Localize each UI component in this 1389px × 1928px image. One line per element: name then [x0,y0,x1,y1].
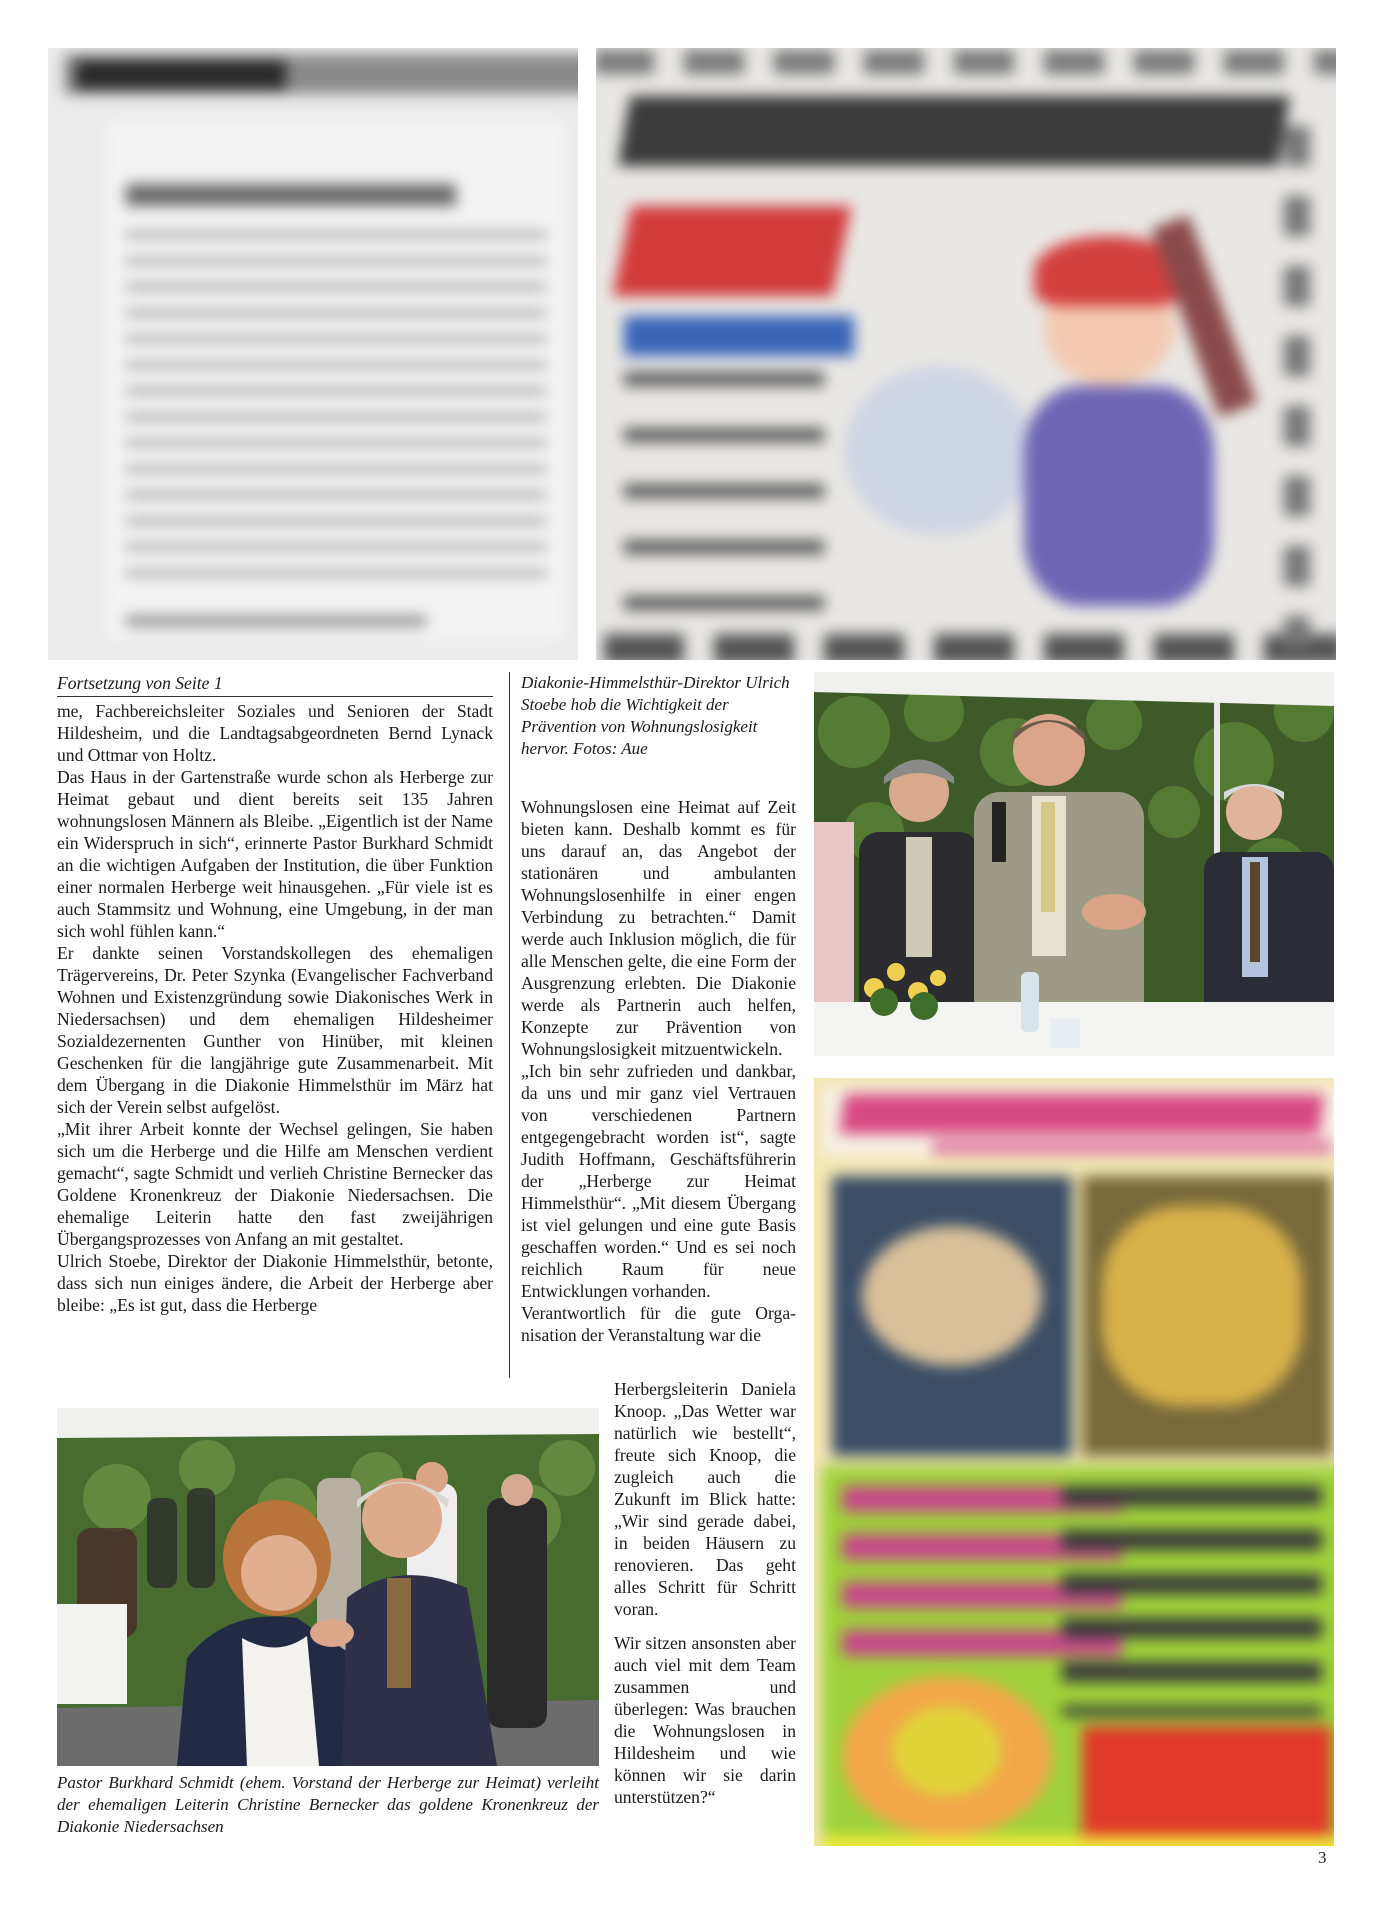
photo-award-image [57,1408,599,1766]
photo-award [57,1408,599,1766]
paragraph: Er dankte seinen Vorstandskollegen des ehemaligen Trägervereins, Dr. Peter Szynka (Evangelischer Fachverband Wohnen und Existenzgründung sowie Diakonisches Werk in Niedersachsen) und dem ehemaligen Hildesheimer Sozialdezernenten Gunther von Hinüber, mit kleinen Geschenken für die langjährige gute Zusammenarbeit. Mit dem Übergang in die Diakonie Himmelsthür im März hat sich der Verein selbst aufgelöst. [57,943,493,1117]
paragraph: Das Haus in der Gartenstraße wurde schon als Herberge zur Heimat gebaut und dient bereits seit 135 Jahren wohnungslosen Männern als Bleibe. „Eigentlich ist der Name ein Widerspruch in sich“, erinnerte Pastor Burkhard Schmidt an die wichtigen Aufgaben der Institution, die über Funktion einer normalen Herberge weit hinausgehen. „Für viele ist es auch Stammsitz und Wohnung, eine Umgebung, in der man sich wohl fühlen kann.“ [57,767,493,941]
photo-speaker-image [814,672,1334,1056]
paragraph: Verantwortlich für die gute Organisation der Veranstaltung war die [521,1303,796,1345]
photo-speaker [814,672,1334,1056]
header-rule [57,696,493,697]
paragraph: „Ich bin sehr zufrieden und dankbar, da uns und mir ganz viel Vertrauen von verschiedenen Partnern entgegengebracht worden ist“, sagte Judith Hoffmann, Geschäftsführerin der „Herberge zur Heimat Himmelsthür“. „Mit diesem Übergang ist viel gelungen und eine gute Basis geschaffen worden.“ Und es sei noch reichlich Raum für neue Entwicklungen vorhanden. [521,1061,796,1301]
article-column-1 [57,700,493,1316]
paragraph: me, Fachbereichsleiter Soziales und Senioren der Stadt Hildesheim, und die Landtagsabgeordneten Bernd Lynack und Ottmar von Holtz. [57,701,493,765]
ad-top-right [596,48,1336,660]
ad-top-right-title [596,48,597,49]
continuation-note: Fortsetzung von Seite 1 [57,673,223,693]
page-number: 3 [1318,1848,1327,1867]
photo-award-caption: Pastor Burkhard Schmidt (ehem. Vorstand der Herberge zur Heimat) verleiht der ehemaligen Leiterin Christine Bernecker das goldene Kronenkreuz der Diakonie Niedersachsen [57,1773,599,1836]
ad-top-left [48,48,578,660]
article-column-3 [614,1378,796,1808]
paragraph: Ulrich Stoebe, Direktor der Diakonie Himmelsthür, betonte, dass sich nun einiges ändere, die Arbeit der Herberge aber bleibe: „Es ist gut, dass die Herberge [57,1251,493,1315]
paragraph: „Mit ihrer Arbeit konnte der Wechsel gelingen, Sie haben sich um die Herberge und die Hilfe am Menschen verdient gemacht“, sagte Schmidt und verlieh Christine Bernecker das Goldene Kronenkreuz der Diakonie Niedersachsen. Die ehemalige Leiterin hatte den fast zweijährigen Übergangsprozesses von Anfang an mit gestaltet. [57,1119,493,1249]
paragraph: Wir sitzen ansonsten aber auch viel mit dem Team zusammen und überlegen: Was brauchen die Wohnungslosen in Hildesheim und wie können wir sie darin unterstützen?“ [614,1633,796,1807]
photo-top-caption: Diakonie-Himmelsthür-Direktor Ulrich Stoebe hob die Wichtigkeit der Prävention von Wohnungslosigkeit hervor. Fotos: Aue [521,673,790,758]
ad-bottom-right [814,1078,1334,1846]
column-divider [509,672,510,1378]
paragraph: Wohnungslosen eine Heimat auf Zeit bieten kann. Deshalb kommt es für uns darauf an, das Angebot der stationären und ambulanten Wohnungslosenhilfe in einer engen Verbindung zu betrachten.“ Damit werde auch Inklusion möglich, die für alle Menschen gelte, die eine Form der Ausgrenzung erlebten. Die Diakonie werde als Partnerin auch helfen, Konzepte zur Prävention von Wohnungslosigkeit mitzuentwickeln. [521,797,796,1059]
ad-bottom-right-title [814,1078,815,1079]
paragraph: Herbergsleiterin Daniela Knoop. „Das Wetter war natürlich wie bestellt“, freute sich Knoop, die zugleich auch die Zukunft im Blick hatte: „Wir sind gerade dabei, in beiden Häusern zu renovieren. Das geht alles Schritt für Schritt voran. [614,1379,796,1619]
article-column-2 [521,796,796,1346]
